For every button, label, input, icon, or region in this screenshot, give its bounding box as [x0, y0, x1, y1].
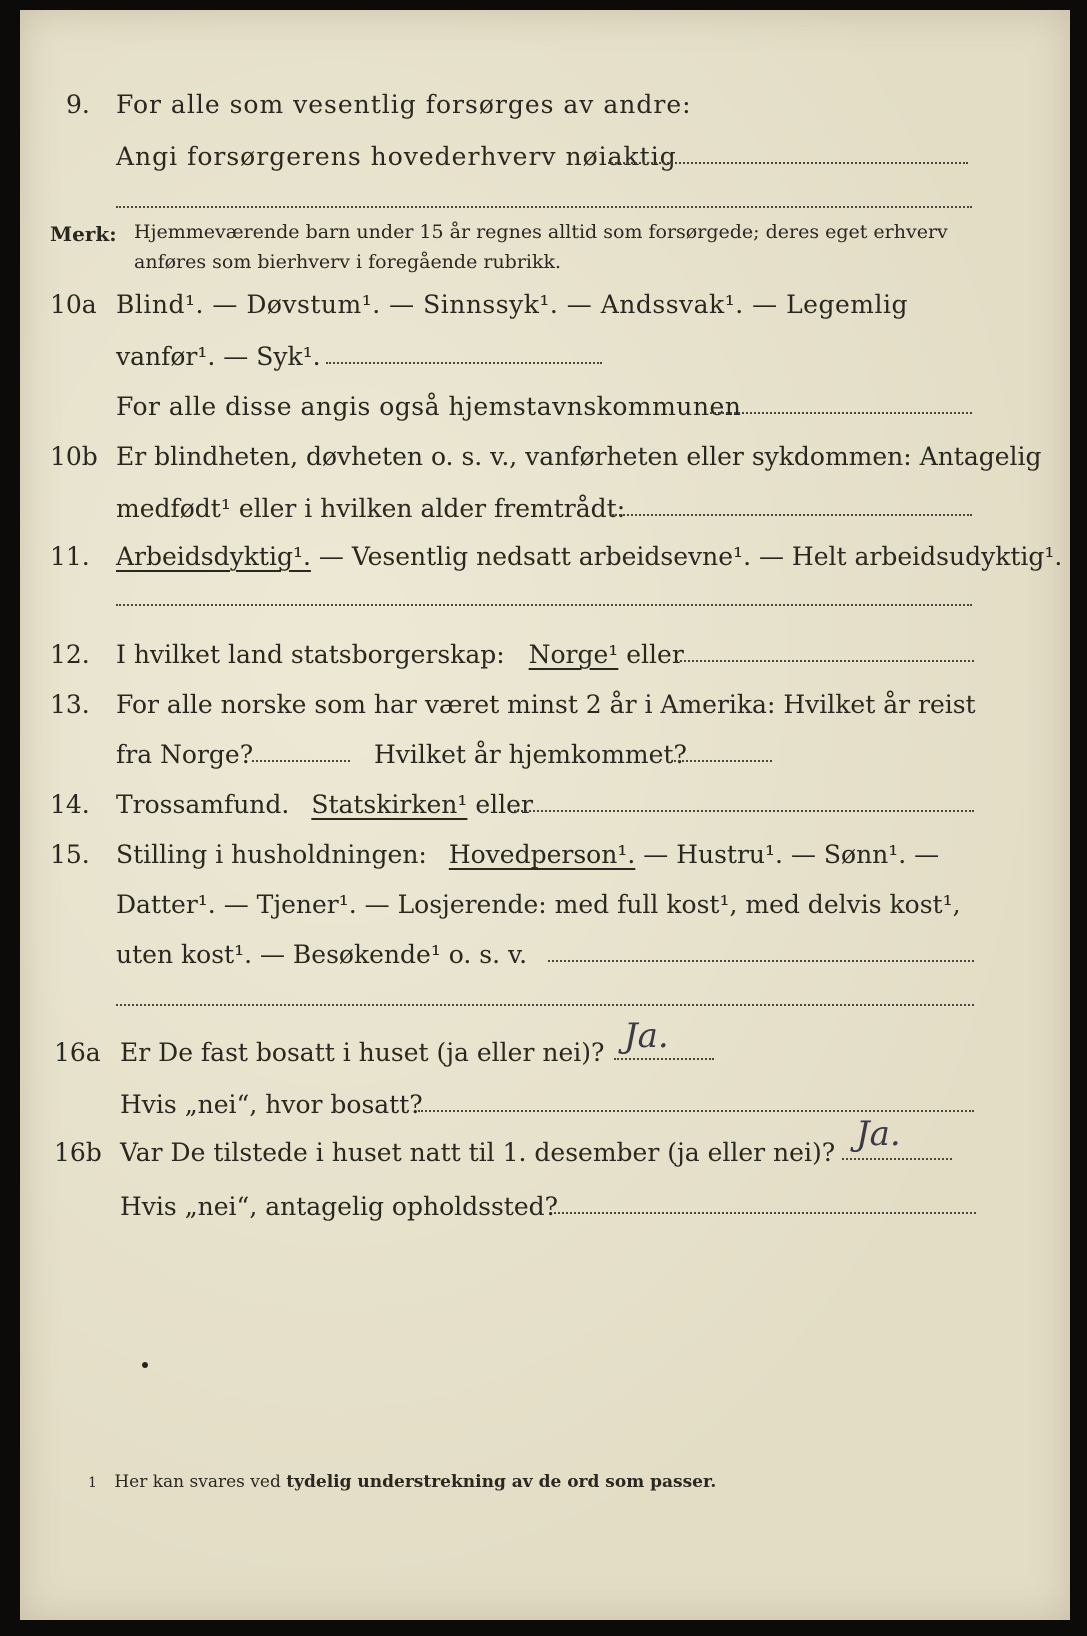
q16a-answer-line [614, 1058, 714, 1060]
q9-line1: For alle som vesentlig forsørges av andre: [116, 90, 692, 119]
q15-line3: uten kost¹. — Besøkende¹ o. s. v. [116, 940, 528, 969]
q14-post: eller [475, 790, 533, 819]
q15-number: 15. [50, 840, 90, 869]
q9-answer-line [608, 162, 968, 164]
q10a-line3: For alle disse angis også hjemstavnskommunen [116, 392, 742, 421]
q16b-line2: Hvis „nei“, antagelig opholdssted? [120, 1192, 559, 1221]
q12-answer-line [676, 660, 974, 662]
q9-number: 9. [66, 90, 90, 119]
footnote [88, 1472, 716, 1492]
q10a-line2: vanfør¹. — Syk¹. [116, 342, 321, 371]
q14-answer-line [514, 810, 974, 812]
q16b-number: 16b [54, 1138, 102, 1167]
q13-line2a: fra Norge? [116, 740, 254, 769]
q13-number: 13. [50, 690, 90, 719]
q14-option-statskirken[interactable]: Statskirken¹ [311, 790, 468, 819]
q11-answer-line [116, 604, 972, 606]
q10a-answer-line [326, 362, 602, 364]
q9-line2: Angi forsørgerens hovederhverv nøiaktig [116, 142, 677, 171]
q11-text [116, 542, 1062, 572]
q10a-number: 10a [50, 290, 97, 319]
q16b-location-line [554, 1212, 976, 1214]
q10a-line1: Blind¹. — Døvstum¹. — Sinnssyk¹. — Andssvak¹. — Legemlig [116, 290, 908, 319]
q15-answer-line [548, 960, 974, 962]
q13-line1: For alle norske som har været minst 2 år i Amerika: Hvilket år reist [116, 690, 976, 719]
q15-answer-line-2 [116, 1004, 974, 1006]
q12-option-norge[interactable]: Norge¹ [528, 640, 619, 669]
q10b-line1: Er blindheten, døvheten o. s. v., vanførheten eller sykdommen: Antagelig [116, 442, 1042, 471]
q13-line2b: Hvilket år hjemkommet? [374, 740, 687, 769]
q11-number: 11. [50, 542, 90, 571]
q16a-line2: Hvis „nei“, hvor bosatt? [120, 1090, 423, 1119]
q16b-line1: Var De tilstede i huset natt til 1. desember (ja eller nei)? [120, 1138, 836, 1167]
q10a-hometown-line [710, 412, 972, 414]
q13-hjemkommet-line [674, 760, 772, 762]
footnote-text-b: tydelig understrekning av de ord som passer. [286, 1472, 717, 1492]
q12-number: 12. [50, 640, 90, 669]
q11-rest: — Vesentlig nedsatt arbeidsevne¹. — Helt arbeidsudyktig¹. [318, 542, 1063, 571]
q15-pre: Stilling i husholdningen: [116, 840, 427, 869]
q14-pre: Trossamfund. [116, 790, 290, 819]
q10b-number: 10b [50, 442, 98, 471]
q15-line1 [116, 840, 939, 870]
merk-line2: anføres som bierhverv i foregående rubrikk. [134, 251, 562, 273]
q16a-line1: Er De fast bosatt i huset (ja eller nei)? [120, 1038, 605, 1067]
q15-option-hovedperson[interactable]: Hovedperson¹. [448, 840, 636, 869]
ink-dot [142, 1362, 148, 1368]
q12-pre: I hvilket land statsborgerskap: [116, 640, 505, 669]
q10b-answer-line [612, 514, 972, 516]
census-form-page [20, 10, 1070, 1620]
q15-rest1: — Hustru¹. — Sønn¹. — [643, 840, 940, 869]
q12-post: eller [626, 640, 684, 669]
q10b-line2: medfødt¹ eller i hvilken alder fremtrådt: [116, 494, 626, 523]
q14-number: 14. [50, 790, 90, 819]
merk-line1: Hjemmeværende barn under 15 år regnes alltid som forsørgede; deres eget erhverv [134, 221, 948, 243]
q16b-handwritten-answer[interactable]: Ja. [856, 1114, 901, 1154]
q16b-answer-line [842, 1158, 952, 1160]
q16a-number: 16a [54, 1038, 101, 1067]
q15-line2: Datter¹. — Tjener¹. — Losjerende: med full kost¹, med delvis kost¹, [116, 890, 961, 919]
footnote-text-a: Her kan svares ved [114, 1472, 281, 1492]
q14-text [116, 790, 533, 820]
footnote-mark: 1 [88, 1475, 97, 1491]
q12-text [116, 640, 684, 670]
q16a-handwritten-answer[interactable]: Ja. [624, 1016, 669, 1056]
q13-reist-line [252, 760, 350, 762]
q9-answer-line-2 [116, 206, 972, 208]
q16a-residence-line [418, 1110, 974, 1112]
q11-option-arbeidsdyktig[interactable]: Arbeidsdyktig¹. [116, 542, 311, 571]
merk-label: Merk: [50, 222, 117, 246]
